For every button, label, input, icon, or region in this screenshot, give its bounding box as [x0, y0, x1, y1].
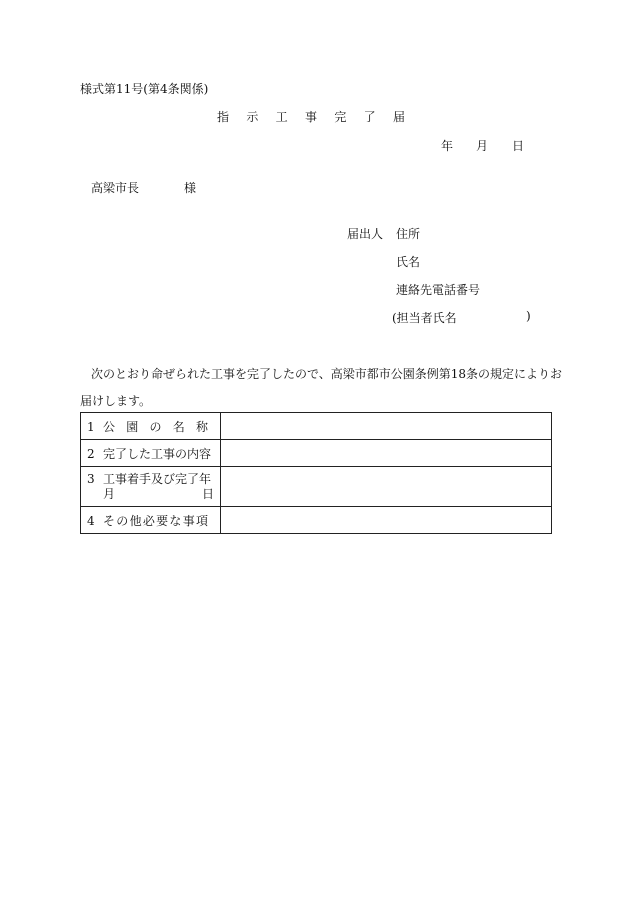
label-text: 工事着手及び完了年	[103, 471, 212, 486]
row-label-other-matters	[81, 507, 221, 534]
date-year: 年	[441, 139, 454, 153]
title-char: 了	[363, 110, 376, 124]
address-label: 住所	[396, 227, 421, 241]
table-row	[81, 440, 552, 467]
row-label-park-name	[81, 413, 221, 440]
form-number: 様式第11号(第4条関係)	[80, 82, 209, 96]
label-char: の	[149, 419, 162, 434]
applicant-label: 届出人	[347, 227, 384, 241]
park-name-field[interactable]	[221, 413, 552, 440]
label-char: 要	[156, 513, 169, 528]
completion-table	[80, 412, 552, 534]
date-month: 月	[476, 139, 489, 153]
label-char: 事	[182, 513, 195, 528]
label-char: な	[169, 513, 182, 528]
label-char: 他	[129, 513, 142, 528]
date-day: 日	[512, 139, 525, 153]
label-text: 完了した工事の内容	[103, 446, 212, 461]
row-label-work-content	[81, 440, 221, 467]
title-char: 工	[275, 110, 288, 124]
row-number: 4	[87, 513, 95, 528]
name-label: 氏名	[396, 255, 421, 269]
body-text-line2: 届けします。	[80, 394, 152, 408]
label-char: 園	[126, 419, 139, 434]
addressee-honorific: 様	[184, 181, 197, 195]
label-char: 名	[172, 419, 185, 434]
table-row	[81, 467, 552, 507]
title-char: 届	[392, 110, 405, 124]
contact-person-close: )	[526, 309, 531, 323]
title-char: 指	[217, 110, 230, 124]
row-number: 1	[87, 419, 95, 434]
row-number: 2	[87, 446, 95, 461]
table-row	[81, 507, 552, 534]
phone-label: 連絡先電話番号	[396, 283, 481, 297]
label-char: 公	[103, 419, 116, 434]
body-text-line1: 次のとおり命ぜられた工事を完了したので、高梁市都市公園条例第18条の規定によりお	[91, 367, 563, 381]
work-content-field[interactable]	[221, 440, 552, 467]
label-text: 月	[103, 486, 116, 501]
label-char: そ	[103, 513, 116, 528]
label-char: 必	[142, 513, 155, 528]
addressee-name: 高梁市長	[91, 181, 140, 195]
title-char: 完	[334, 110, 347, 124]
label-char: 称	[195, 419, 208, 434]
title-char: 事	[304, 110, 317, 124]
document-title	[217, 108, 405, 125]
row-number: 3	[87, 471, 95, 486]
work-dates-field[interactable]	[221, 467, 552, 507]
label-char: 項	[195, 513, 208, 528]
label-char: の	[116, 513, 129, 528]
title-char: 示	[246, 110, 259, 124]
table-row	[81, 413, 552, 440]
label-text: 日	[201, 486, 214, 501]
row-label-work-dates	[81, 467, 221, 507]
contact-person-label: (担当者氏名	[392, 311, 457, 325]
other-matters-field[interactable]	[221, 507, 552, 534]
